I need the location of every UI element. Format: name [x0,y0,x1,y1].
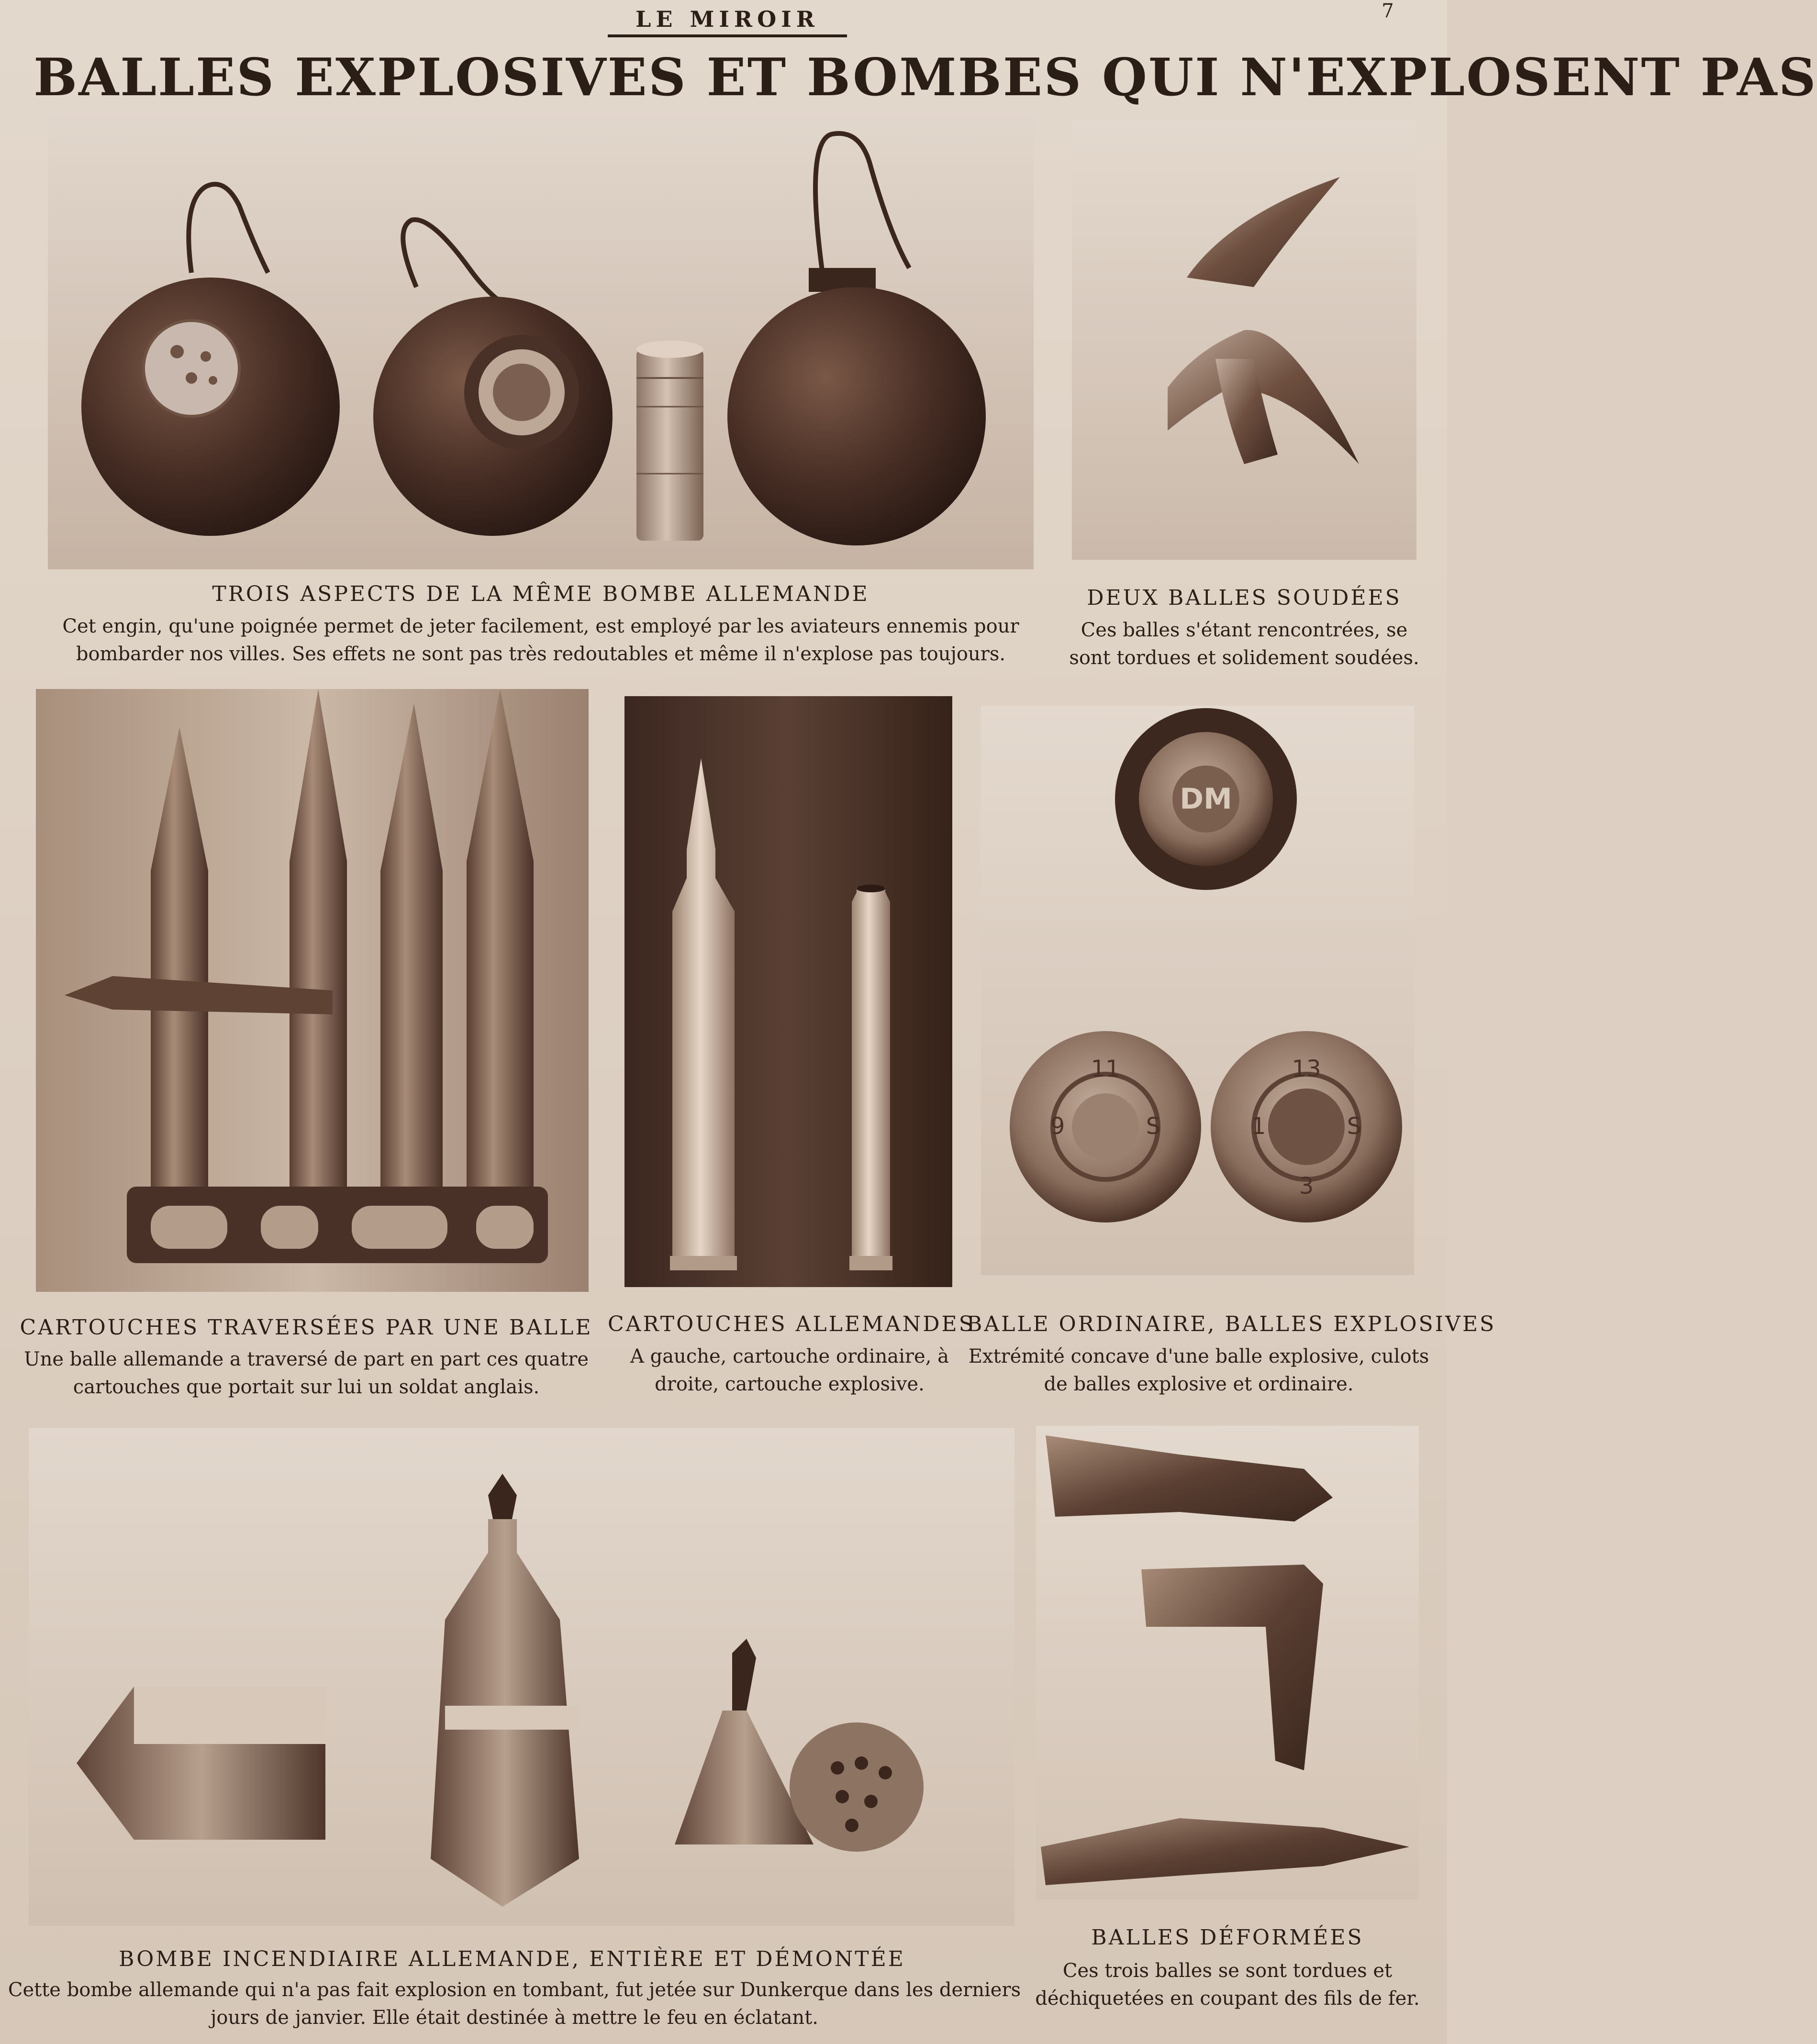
caption-title-pierced: CARTOUCHES TRAVERSÉES PAR UNE BALLE [20,1315,593,1340]
caption-text-bomb-three: Cet engin, qu'une poignée permet de jeter facilement, est employé par les aviateurs ennemis pour bombarder nos villes. Ses effets ne sont pas très redoutables et même il n'explose pas toujours. [62,615,1019,665]
caption-text-pierced: Une balle allemande a traversé de part en part ces quatre cartouches que portait sur lui un soldat anglais. [23,1348,589,1398]
caption-text-german: A gauche, cartouche ordinaire, à droite, cartouche explosive. [630,1345,949,1395]
bullet-tip-stamp: DM [1180,782,1232,816]
caption-title-incendiary: BOMBE INCENDIAIRE ALLEMANDE, ENTIÈRE ET DÉMONTÉE [119,1947,905,1971]
photo-german-cartridges [624,696,952,1287]
caption-title-deformed: BALLES DÉFORMÉES [1091,1925,1364,1950]
left-cartridge-stamp-right: S [1146,1113,1161,1140]
photo-deformed-bullets [1036,1426,1419,1900]
right-cartridge-stamp-left: 1 [1251,1113,1266,1140]
masthead: LE MIROIR [608,4,847,37]
caption-title-german: CARTOUCHES ALLEMANDES [608,1312,975,1336]
right-cartridge-stamp-bottom: 3 [1299,1173,1314,1200]
caption-title-ordinary: BALLE ORDINAIRE, BALLES EXPLOSIVES [967,1312,1496,1336]
caption-title-bomb-three: TROIS ASPECTS DE LA MÊME BOMBE ALLEMANDE [212,582,869,606]
left-cartridge-stamp-top: 11 [1091,1055,1120,1082]
caption-text-welded: Ces balles s'étant rencontrées, se sont tordues et solidement soudées. [1069,619,1419,669]
caption-text-incendiary: Cette bombe allemande qui n'a pas fait explosion en tombant, fut jetée sur Dunkerque dans les derniers jours de janvier. Elle était destinée à mettre le feu en éclatant. [8,1979,1021,2029]
photo-pierced-cartridges [36,689,589,1292]
caption-text-deformed: Ces trois balles se sont tordues et déchiquetées en coupant des fils de fer. [1035,1960,1420,2010]
photo-ordinary-explosive [981,706,1414,1275]
photo-welded-bullets [1072,120,1416,560]
left-cartridge-stamp-left: 9 [1050,1113,1065,1140]
photo-bomb-three-views [48,110,1034,569]
caption-title-welded: DEUX BALLES SOUDÉES [1087,586,1402,610]
right-cartridge-stamp-top: 13 [1292,1055,1321,1082]
right-cartridge-stamp-right: S [1347,1113,1362,1140]
photo-incendiary-bomb [29,1428,1014,1926]
headline: BALLES EXPLOSIVES ET BOMBES QUI N'EXPLOSENT PAS [33,47,1817,108]
caption-text-ordinary: Extrémité concave d'une balle explosive, culots de balles explosive et ordinaire. [968,1345,1429,1395]
page-number: 7 [1382,0,1394,22]
